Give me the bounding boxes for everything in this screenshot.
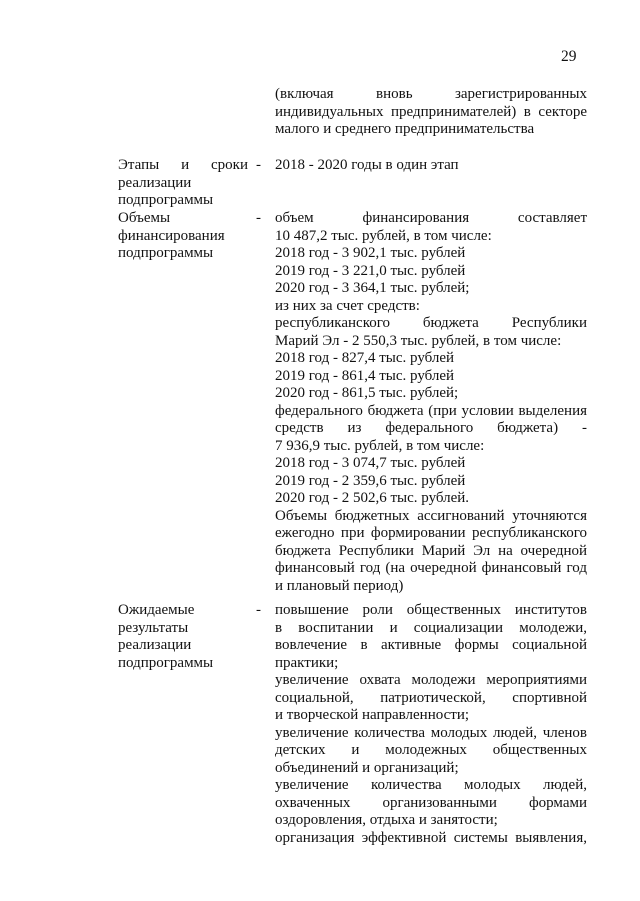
page-number: 29: [561, 48, 577, 65]
value-line: бюджета Республики Марий Эл на очередной: [275, 542, 587, 559]
value-line: Объемы бюджетных ассигнований уточняются: [275, 507, 587, 524]
value-line: вовлечение в активные формы социальной: [275, 637, 587, 653]
value-line: увеличение количества молодых людей,: [275, 777, 587, 793]
row-dash: -: [256, 602, 261, 618]
label-line: Этапы и сроки: [118, 157, 248, 173]
value-line: увеличение охвата молодежи мероприятиями: [275, 672, 587, 688]
value-line: повышение роли общественных институтов: [275, 602, 587, 618]
intro-text: [275, 86, 587, 139]
value-line: федерального бюджета (при условии выделения: [275, 402, 587, 419]
row-label-funding: [118, 210, 248, 263]
value-line: объединений и организаций;: [275, 759, 459, 776]
label-line: подпрограммы: [118, 654, 214, 671]
value-line: ежегодно при формировании республиканского: [275, 525, 587, 541]
value-line: 2019 год - 3 221,0 тыс. рублей: [275, 262, 466, 279]
intro-line: (включая вновь зарегистрированных: [275, 86, 587, 102]
row-value-stages: [275, 157, 587, 175]
value-line: 2020 год - 2 502,6 тыс. рублей.: [275, 490, 470, 506]
label-line: подпрограммы: [118, 245, 214, 261]
value-line: охваченных организованными формами: [275, 794, 587, 811]
row-dash: -: [256, 210, 261, 226]
value-line: 7 936,9 тыс. рублей, в том числе:: [275, 437, 485, 454]
value-line: оздоровления, отдыха и занятости;: [275, 812, 498, 828]
value-line: финансовый год (на очередной финансовый год: [275, 560, 587, 576]
label-line: Объемы: [118, 210, 171, 226]
value-line: 2018 год - 827,4 тыс. рублей: [275, 350, 455, 366]
value-line: 2018 год - 3 074,7 тыс. рублей: [275, 455, 466, 471]
value-line: 2019 год - 861,4 тыс. рублей: [275, 367, 455, 384]
label-line: финансирования: [118, 227, 225, 244]
value-line: увеличение количества молодых людей, членов: [275, 724, 587, 741]
value-line: объем финансирования составляет: [275, 210, 587, 226]
value-line: детских и молодежных общественных: [275, 742, 587, 758]
row-value-funding: [275, 210, 587, 595]
value-line: социальной, патриотической, спортивной: [275, 689, 587, 706]
value-line: 2019 год - 2 359,6 тыс. рублей: [275, 472, 466, 489]
value-line: организация эффективной системы выявления,: [275, 829, 587, 846]
value-line: и плановый период): [275, 577, 404, 594]
value-line: республиканского бюджета Республики: [275, 315, 587, 331]
row-value-results: [275, 602, 587, 847]
value-line: 2020 год - 3 364,1 тыс. рублей;: [275, 280, 470, 296]
row-dash: -: [256, 157, 261, 173]
label-line: подпрограммы: [118, 192, 214, 208]
intro-line: индивидуальных предпринимателей) в секторе: [275, 103, 587, 120]
value-line: средств из федерального бюджета) -: [275, 420, 587, 436]
value-line: 10 487,2 тыс. рублей, в том числе:: [275, 227, 492, 244]
label-line: результаты: [118, 619, 189, 636]
label-line: реализации: [118, 174, 192, 191]
row-label-stages: [118, 157, 248, 210]
value-line: 2018 год - 3 902,1 тыс. рублей: [275, 245, 466, 261]
intro-line: малого и среднего предпринимательства: [275, 121, 535, 137]
row-label-results: [118, 602, 248, 672]
value-line: 2018 - 2020 годы в один этап: [275, 157, 459, 173]
value-line: и творческой направленности;: [275, 707, 470, 723]
value-line: практики;: [275, 654, 339, 671]
value-line: в воспитании и социализации молодежи,: [275, 619, 587, 636]
value-line: Марий Эл - 2 550,3 тыс. рублей, в том числе:: [275, 332, 562, 349]
label-line: Ожидаемые: [118, 602, 195, 618]
value-line: из них за счет средств:: [275, 297, 420, 314]
label-line: реализации: [118, 637, 192, 653]
value-line: 2020 год - 861,5 тыс. рублей;: [275, 385, 459, 401]
